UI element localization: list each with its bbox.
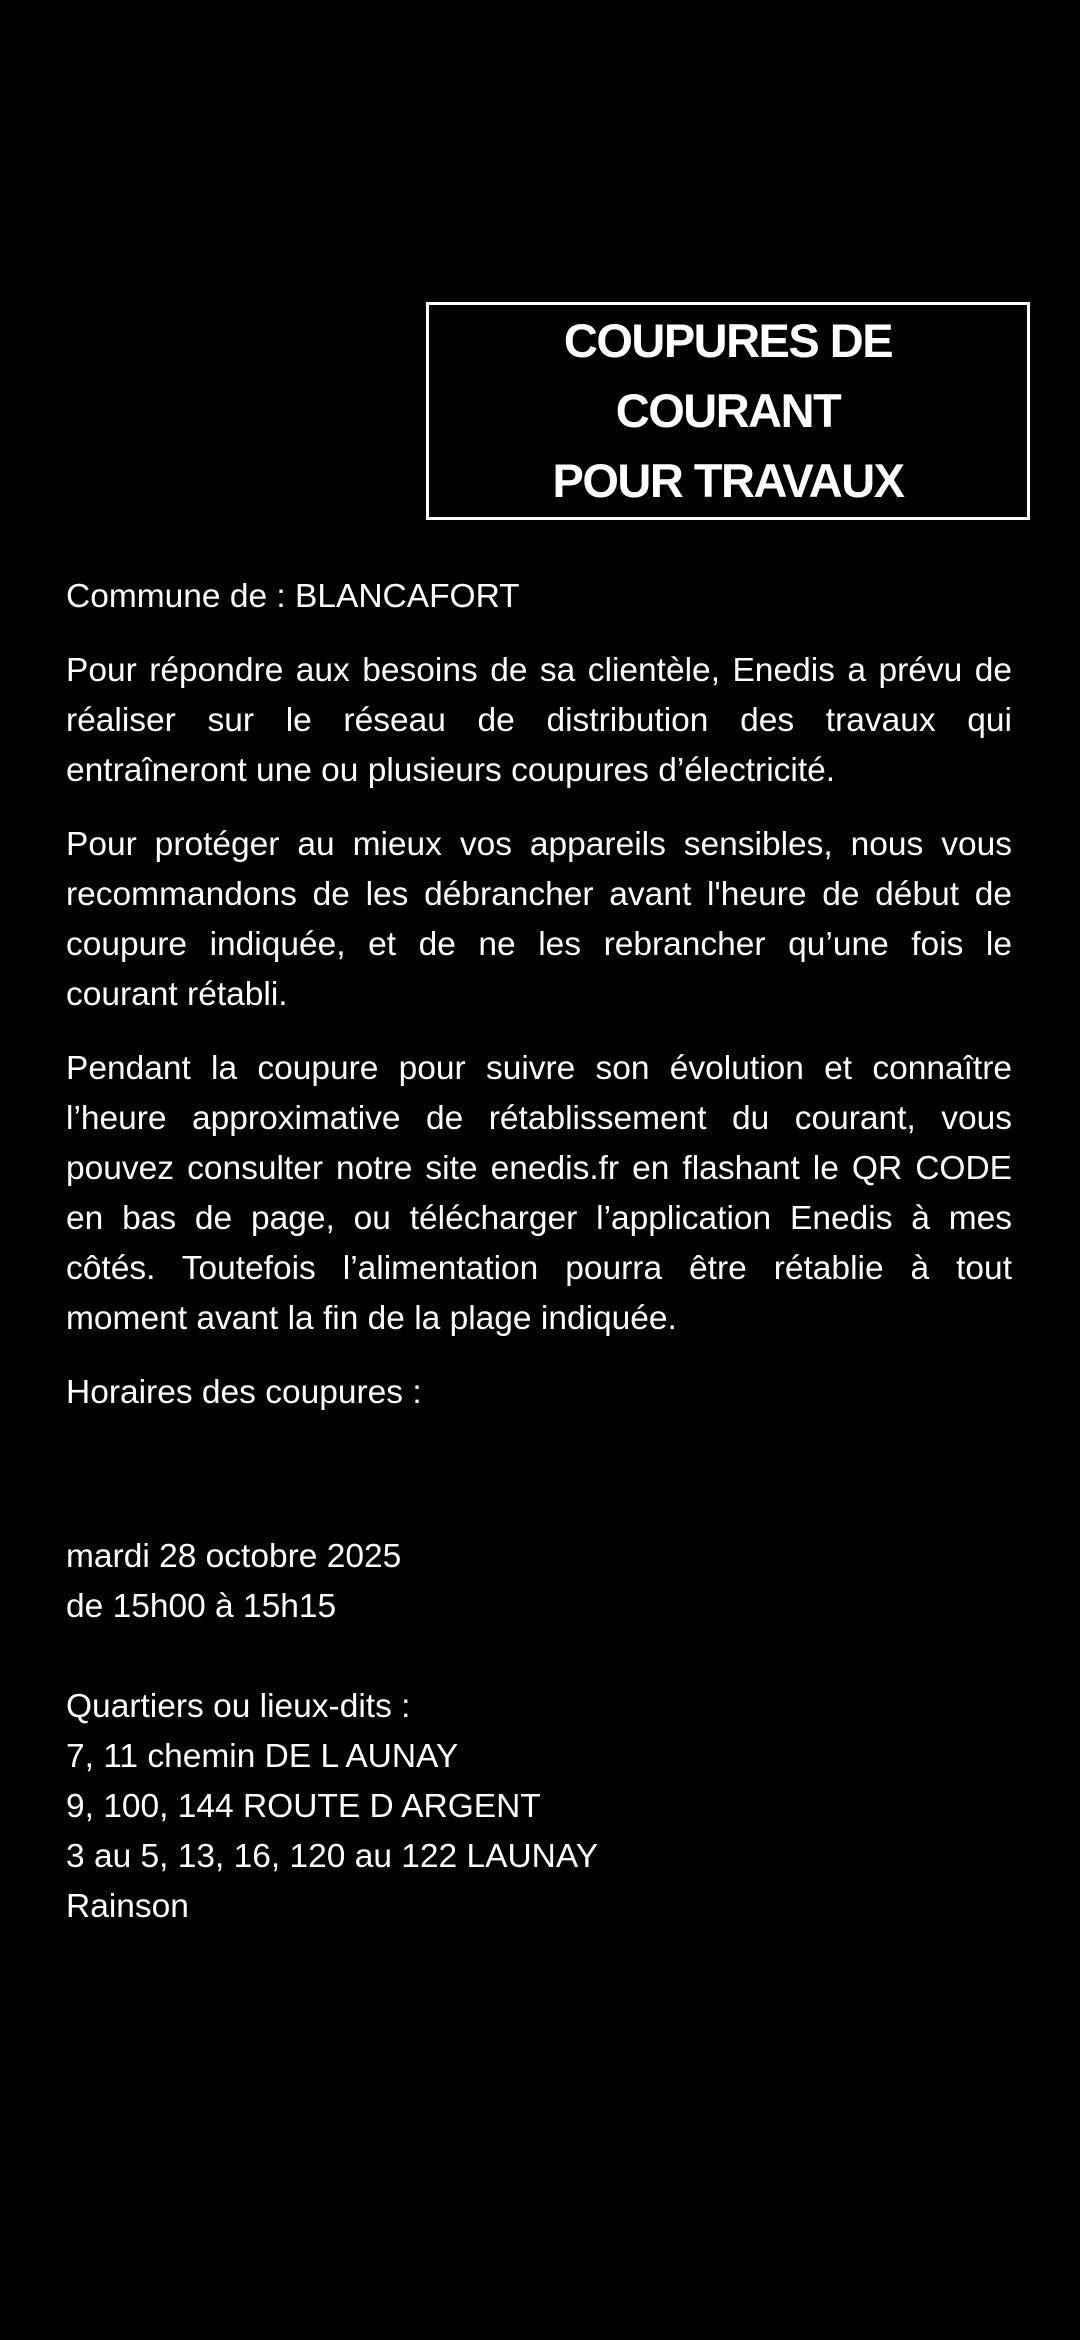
location-item: 7, 11 chemin DE L AUNAY <box>66 1738 459 1775</box>
spacer <box>66 1442 1012 1532</box>
schedule-heading: Horaires des coupures : <box>66 1374 422 1411</box>
spacer <box>66 1632 1012 1682</box>
paragraph-advice: Pour protéger au mieux vos appareils sensibles, nous vous recommandons de les débrancher avant l'heure de début de coupure indiquée, et de ne les rebrancher qu’une fois le courant rétabli. <box>66 826 1012 1013</box>
paragraph-tracking: Pendant la coupure pour suivre son évolution et connaître l’heure approximative de rétablissement du courant, vous pouvez consulter notre site enedis.fr en flashant le QR CODE en bas de page, ou télécharger l’application Enedis à mes côtés. Toutefois l’alimentation pourra être rétablie à tout moment avant la fin de la plage indiquée. <box>66 1050 1012 1337</box>
schedule-time: de 15h00 à 15h15 <box>66 1588 337 1625</box>
locations-heading: Quartiers ou lieux-dits : <box>66 1688 411 1725</box>
schedule-date: mardi 28 octobre 2025 <box>66 1538 402 1575</box>
title-line-3: POUR TRAVAUX <box>552 454 904 507</box>
locations-block <box>66 1682 1012 1932</box>
location-item: 9, 100, 144 ROUTE D ARGENT <box>66 1788 541 1825</box>
title-box <box>426 302 1030 520</box>
commune-line: Commune de : BLANCAFORT <box>66 578 520 615</box>
location-item: Rainson <box>66 1888 189 1925</box>
location-item: 3 au 5, 13, 16, 120 au 122 LAUNAY <box>66 1838 599 1875</box>
title-line-1: COUPURES DE <box>563 314 893 367</box>
notice-body <box>66 572 1012 1932</box>
paragraph-intro: Pour répondre aux besoins de sa clientèle, Enedis a prévu de réaliser sur le réseau de distribution des travaux qui entraîneront une ou plusieurs coupures d’électricité. <box>66 652 1012 789</box>
schedule-block <box>66 1532 1012 1632</box>
title-line-2: COURANT <box>615 384 841 437</box>
